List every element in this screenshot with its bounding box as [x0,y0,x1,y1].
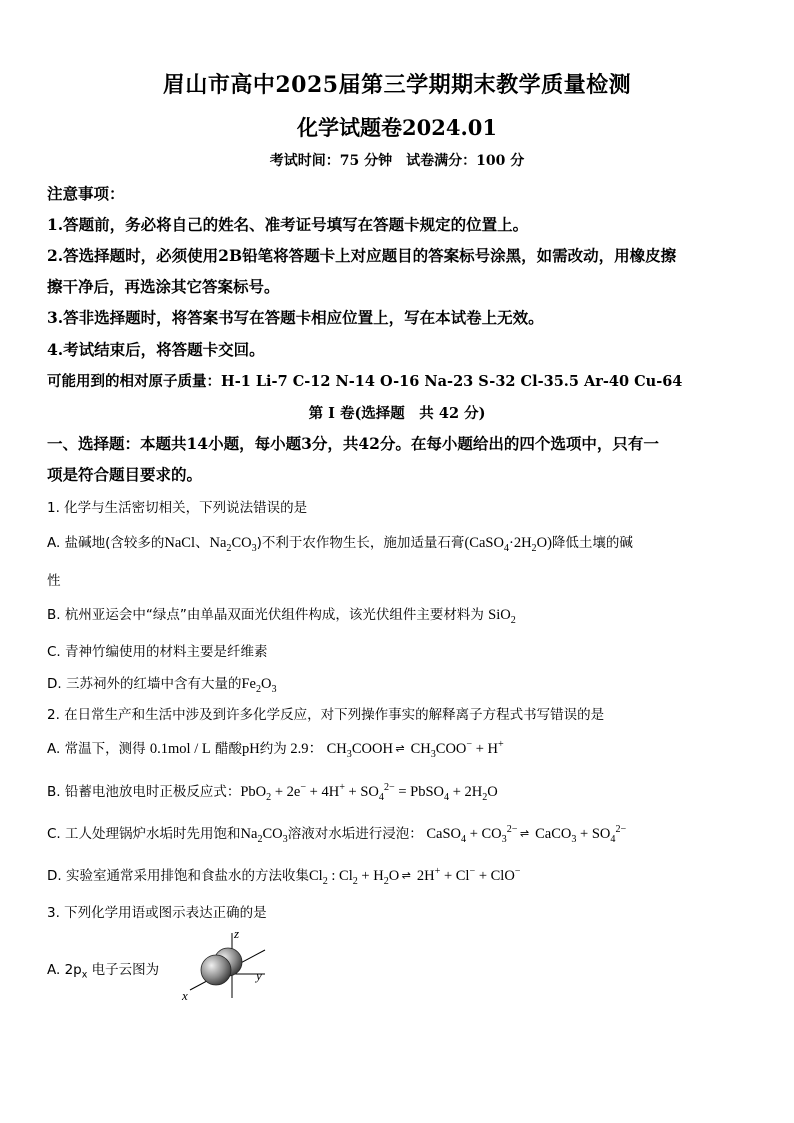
q1-option-b: B. 杭州亚运会中“绿点”由单晶双面光伏组件构成，该光伏组件主要材料为 SiO$_2$ [47,607,516,626]
q3-stem: 3. 下列化学用语或图示表达正确的是 [47,905,267,921]
note-item-2: 2.答选择题时，必须使用2B铅笔将答题卡上对应题目的答案标号涂黑，如需改动，用橡皮擦 [47,246,677,265]
svg-text:x: x [182,988,188,1003]
q2-stem: 2. 在日常生产和生活中涉及到许多化学反应，对下列操作事实的解释离子方程式书写错误的是 [47,707,605,723]
section-instruction-1: 一、选择题：本题共14小题，每小题3分，共42分。在每小题给出的四个选项中，只有一 [47,434,659,453]
q1-option-c: C. 青神竹编使用的材料主要是纤维素 [47,644,268,660]
exam-title: 眉山市高中2025届第三学期期末教学质量检测 [162,72,632,98]
section-instruction-2: 项是符合题目要求的。 [47,465,203,484]
note-item-2-cont: 擦干净后，再选涂其它答案标号。 [47,277,280,296]
q1-stem: 1. 化学与生活密切相关，下列说法错误的是 [47,500,308,516]
svg-text:y: y [256,968,262,983]
atomic-masses: 可能用到的相对原子质量：H-1 Li-7 C-12 N-14 O-16 Na-23 S-32 Cl-35.5 Ar-40 Cu-64 [47,373,683,390]
q2-option-c: C. 工人处理锅炉水垢时先用饱和$Na_2CO_3$溶液对水垢进行浸泡： CaSO$_4$ + $CO_3^{2-}$ ⇌ CaCO$_3$ + $SO_4^{2-}$ [47,824,627,845]
q3-option-a: A. $2p_x$ 电子云图为 [47,962,160,981]
note-item-1: 1.答题前，务必将自己的姓名、准考证号填写在答题卡规定的位置上。 [47,215,529,234]
exam-info: 考试时间：75 分钟 试卷满分：100 分 [269,153,525,169]
q2-option-a: A. 常温下，测得 0.1mol / L 醋酸pH约为 2.9： $CH_3COOH$ ⇌ $CH_3COO^- + H^+$ [47,739,504,760]
exam-subtitle: 化学试题卷2024.01 [297,115,497,140]
q2-option-b: B. 铅蓄电池放电时正极反应式：$PbO_2 + 2e^- + 4H^+ + SO_4^{2-}$ = PbSO$_4$ + $2H_2O$ [47,782,498,803]
note-item-3: 3.答非选择题时，将答案书写在答题卡相应位置上，写在本试卷上无效。 [47,308,544,327]
q1-option-d: D. 三苏祠外的红墙中含有大量的$Fe_2O_3$ [47,676,277,695]
section-title: 第 I 卷(选择题 共 42 分) [308,405,486,422]
q1-option-a-cont: 性 [47,573,61,589]
notes-heading: 注意事项： [47,184,125,203]
2px-orbital-diagram [170,928,280,1003]
q1-option-a: A. 盐碱地(含较多的NaCl、$Na_2CO_3$)不利于农作物生长，施加适量石膏$(CaSO_4\cdot 2H_2O)$降低土壤的碱 [47,535,633,554]
note-item-4: 4.考试结束后，将答题卡交回。 [47,340,265,359]
svg-text:z: z [234,928,240,941]
q2-option-d: D. 实验室通常采用排饱和食盐水的方法收集$Cl_2$ : $Cl_2 + H_2O$ ⇌ 2H+ + Cl− + ClO− [47,866,521,887]
